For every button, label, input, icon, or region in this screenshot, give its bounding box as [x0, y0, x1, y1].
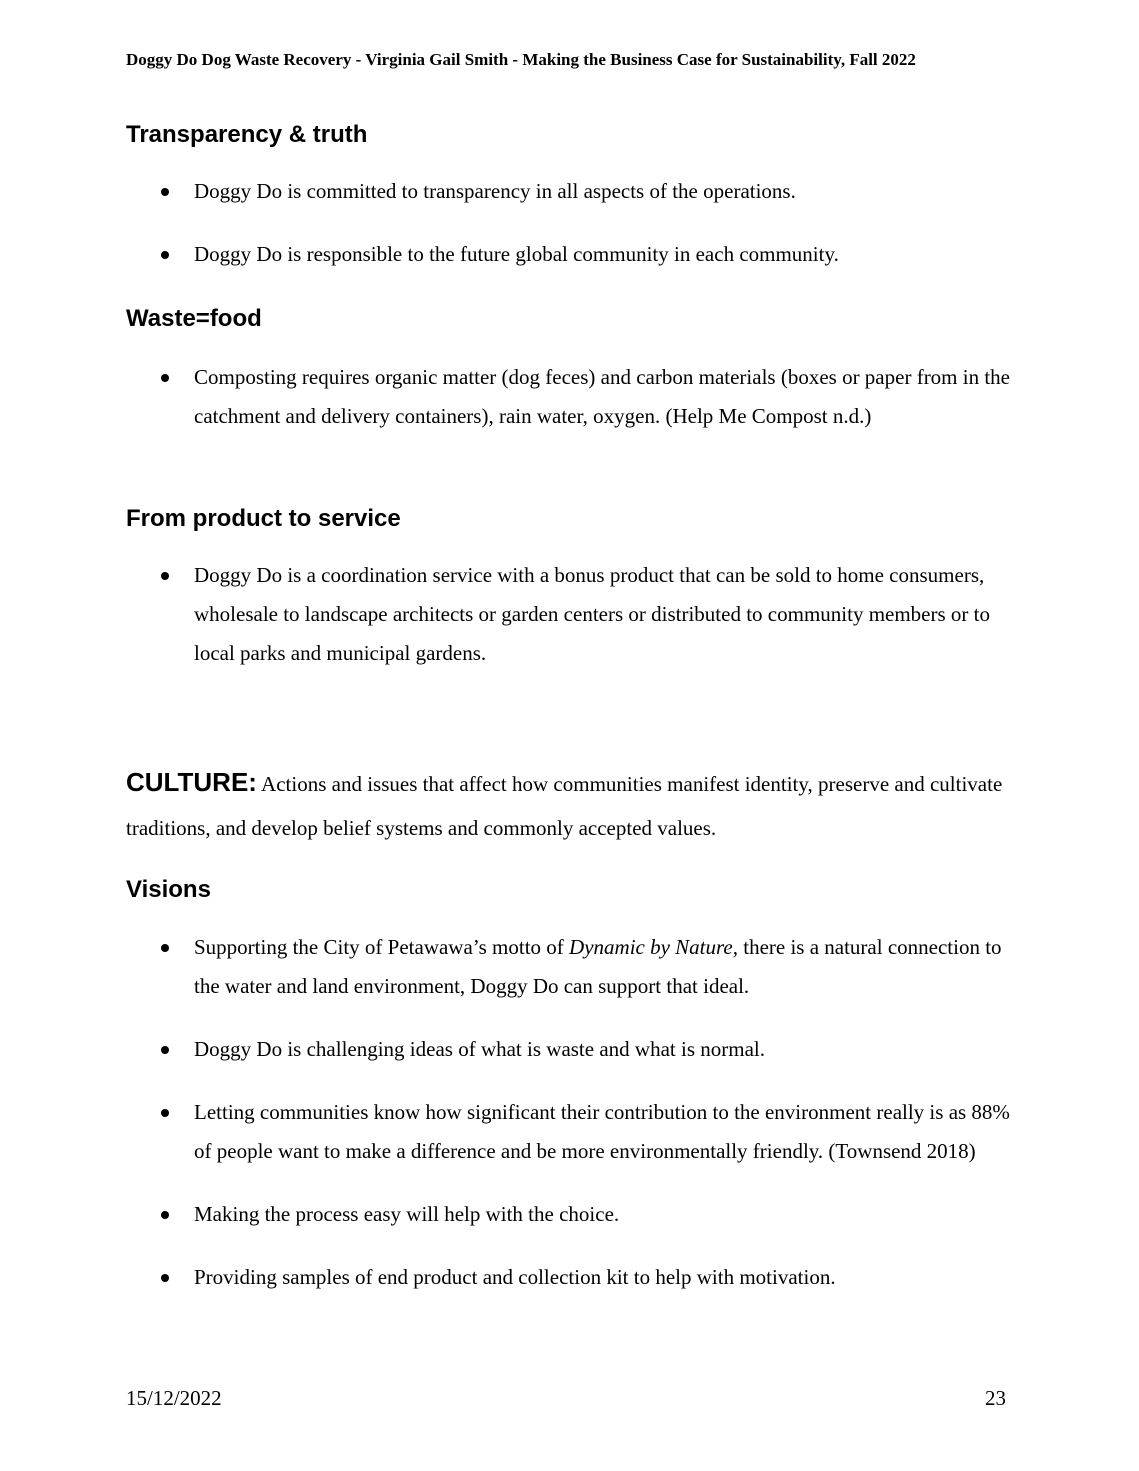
- transparency-list: [126, 172, 1016, 274]
- bullet-text-after: there is a natural connection to the water and land environment, Doggy Do can support that ideal.: [194, 935, 1002, 998]
- bullet-icon: [161, 188, 169, 196]
- bullet-text: Making the process easy will help with the choice.: [194, 1202, 620, 1226]
- bullet-text: Composting requires organic matter (dog feces) and carbon materials (boxes or paper from in the catchment and delivery containers), rain water, oxygen. (Help Me Compost n.d.): [194, 365, 1011, 428]
- heading-waste-food: Waste=food: [126, 305, 262, 332]
- bullet-text-before: Supporting the City of Petawawa’s motto of: [194, 935, 570, 959]
- heading-visions: Visions: [126, 876, 211, 903]
- running-header: Doggy Do Dog Waste Recovery - Virginia Gail Smith - Making the Business Case for Sustainability, Fall 2022: [126, 50, 916, 69]
- bullet-icon: [161, 374, 169, 382]
- culture-paragraph: [126, 760, 1016, 850]
- list-item: [126, 1093, 1016, 1171]
- bullet-icon: [161, 1046, 169, 1054]
- bullet-text: Providing samples of end product and collection kit to help with motivation.: [194, 1265, 836, 1289]
- list-item: [126, 358, 1016, 436]
- footer-date: 15/12/2022: [126, 1386, 222, 1410]
- product-service-list: [126, 556, 1016, 673]
- list-item: [126, 556, 1016, 673]
- list-item: [126, 928, 1016, 1006]
- page-number: 23: [985, 1386, 1006, 1410]
- bullet-text: Doggy Do is responsible to the future global community in each community.: [194, 242, 839, 266]
- heading-transparency: Transparency & truth: [126, 121, 368, 148]
- list-item: [126, 1195, 1016, 1234]
- bullet-text: Doggy Do is committed to transparency in all aspects of the operations.: [194, 179, 796, 203]
- list-item: [126, 1030, 1016, 1069]
- visions-list: [126, 928, 1016, 1297]
- bullet-icon: [161, 1274, 169, 1282]
- bullet-icon: [161, 572, 169, 580]
- bullet-text: Letting communities know how significant their contribution to the environment really is as 88% of people want to make a difference and be more environmentally friendly. (Townsend 2018): [194, 1100, 1010, 1163]
- heading-product-service: From product to service: [126, 505, 401, 532]
- bullet-icon: [161, 944, 169, 952]
- bullet-icon: [161, 1211, 169, 1219]
- bullet-text: Doggy Do is a coordination service with a bonus product that can be sold to home consumers, wholesale to landscape architects or garden centers or distributed to community members or to local parks and municipal gardens.: [194, 563, 991, 665]
- motto-italic: Dynamic by Nature,: [569, 935, 738, 959]
- list-item: [126, 235, 1016, 274]
- waste-food-list: [126, 358, 1016, 436]
- bullet-icon: [161, 251, 169, 259]
- list-item: [126, 172, 1016, 211]
- list-item: [126, 1258, 1016, 1297]
- bullet-text: Doggy Do is challenging ideas of what is waste and what is normal.: [194, 1037, 765, 1061]
- culture-label: CULTURE:: [126, 767, 257, 797]
- culture-text: Actions and issues that affect how communities manifest identity, preserve and cultivate traditions, and develop belief systems and commonly accepted values.: [126, 772, 1003, 840]
- bullet-icon: [161, 1109, 169, 1117]
